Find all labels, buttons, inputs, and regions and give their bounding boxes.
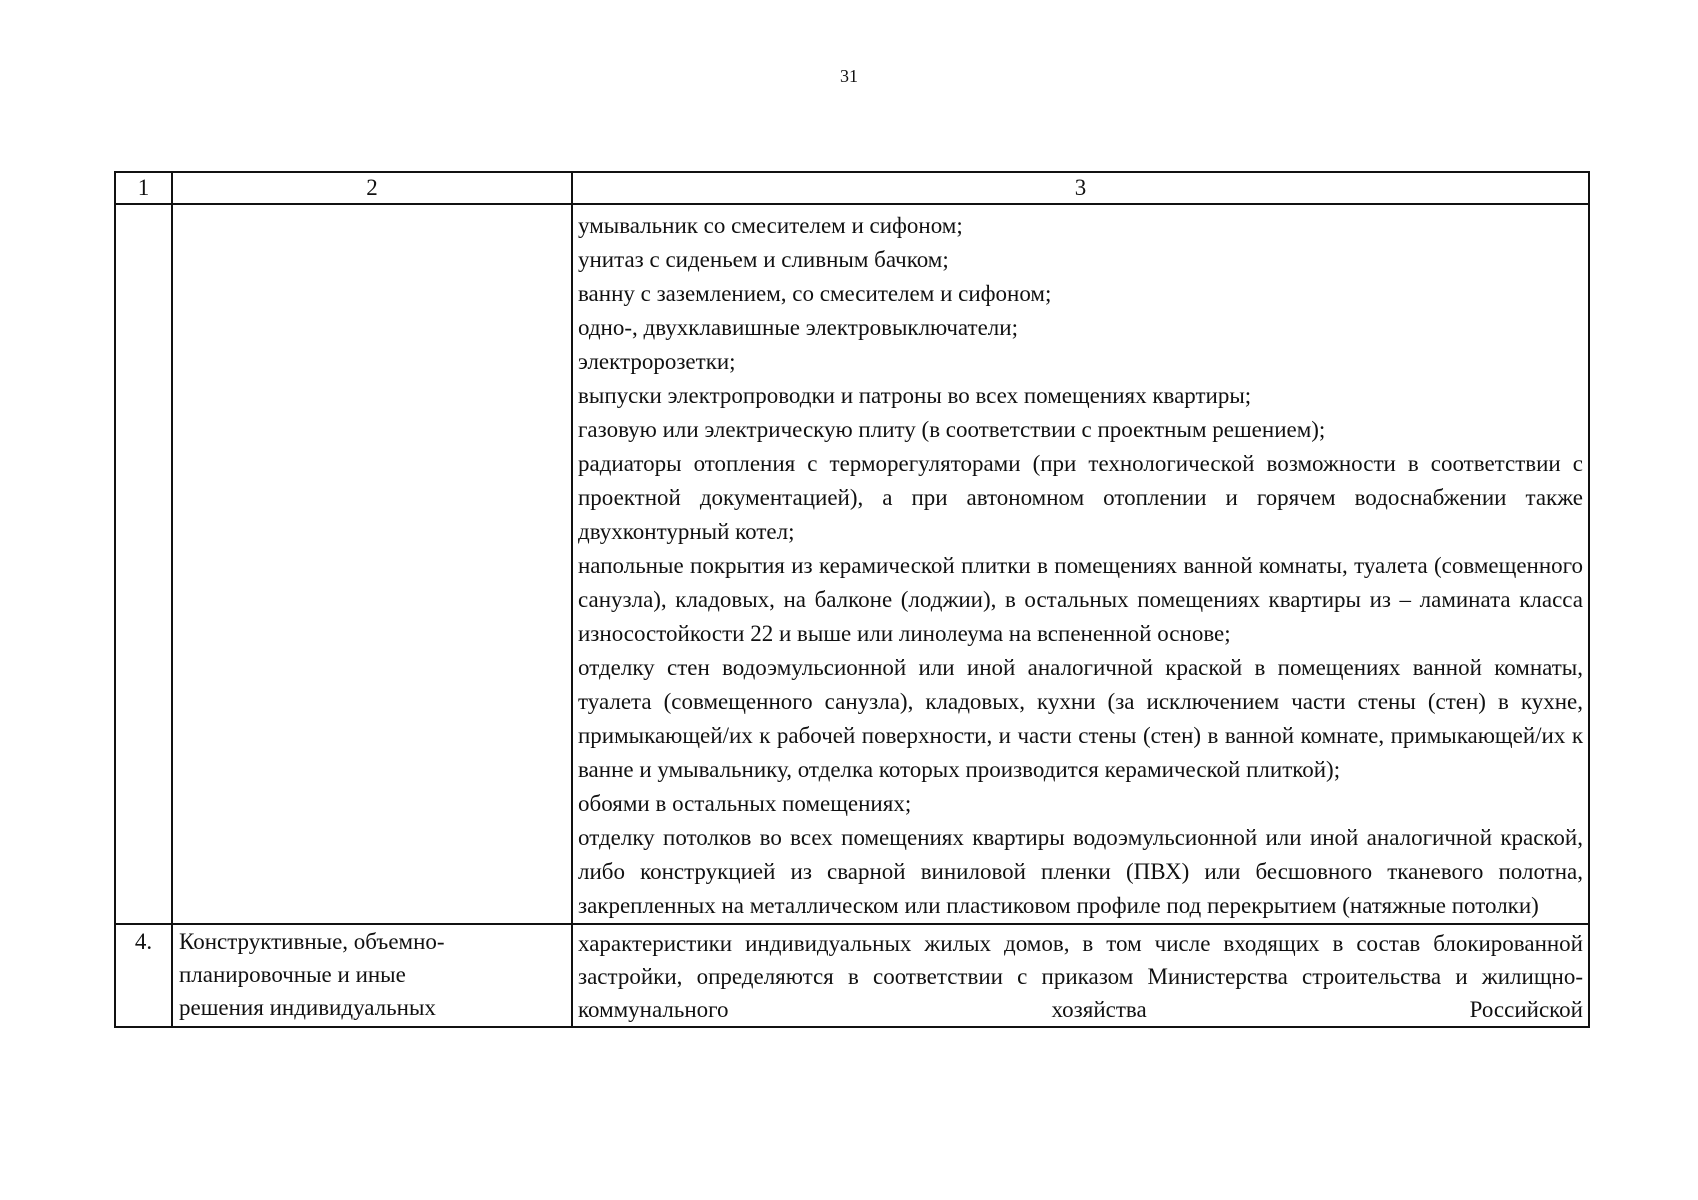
row-content-cell (572, 924, 1589, 1027)
list-item: отделку потолков во всех помещениях квартиры водоэмульсионной или иной аналогичной краской, либо конструкцией из сварной виниловой пленки (ПВХ) или бесшовного тканевого полотна, закрепленных на металлическом или пластиковом профиле под перекрытием (натяжные потолки) (578, 825, 1583, 918)
table-row (115, 204, 1589, 924)
list-item: радиаторы отопления с терморегуляторами (при технологической возможности в соответствии с проектной документацией), а при автономном отоплении и горячем водоснабжении также двухконтурный котел; (578, 451, 1583, 544)
table-header-row (115, 172, 1589, 204)
list-item: одно-, двухклавишные электровыключатели; (578, 315, 1018, 340)
list-item: газовую или электрическую плиту (в соответствии с проектным решением); (578, 417, 1326, 442)
row-name-cell (172, 924, 572, 1027)
header-cell-3: 3 (572, 172, 1589, 204)
list-item: ванну с заземлением, со смесителем и сифоном; (578, 281, 1052, 306)
row-number-cell (115, 204, 172, 924)
row-name-line: решения индивидуальных (179, 995, 436, 1020)
list-item: отделку стен водоэмульсионной или иной аналогичной краской в помещениях ванной комнаты, туалета (совмещенного санузла), кладовых, кухни (за исключением части стены (стен) в кухне, примыкающей/их к рабочей поверхности, и части стены (стен) в ванной комнате, примыкающей/их к ванне и умывальнику, отделка которых производится керамической плиткой); (578, 655, 1583, 782)
list-item: выпуски электропроводки и патроны во всех помещениях квартиры; (578, 383, 1252, 408)
table-row (115, 924, 1589, 1027)
list-item: умывальник со смесителем и сифоном; (578, 213, 963, 238)
list-item: обоями в остальных помещениях; (578, 791, 912, 816)
list-item: напольные покрытия из керамической плитки в помещениях ванной комнаты, туалета (совмещенного санузла), кладовых, на балконе (лоджии), в остальных помещениях квартиры из – ламината класса износостойкости 22 и выше или линолеума на вспененной основе; (578, 553, 1583, 646)
row-number-cell: 4. (115, 924, 172, 1027)
requirements-table (114, 171, 1590, 1028)
row-text: характеристики индивидуальных жилых домов, в том числе входящих в состав блокированной застройки, определяются в соответствии с приказом Министерства строительства и жилищно-коммунального хозяйства Российской (578, 931, 1583, 1022)
header-cell-1: 1 (115, 172, 172, 204)
row-name-line: Конструктивные, объемно- (179, 929, 445, 954)
header-cell-2: 2 (172, 172, 572, 204)
row-content-cell (572, 204, 1589, 924)
list-item: унитаз с сиденьем и сливным бачком; (578, 247, 949, 272)
list-item: электророзетки; (578, 349, 736, 374)
row-name-line: планировочные и иные (179, 962, 406, 987)
page-number: 31 (840, 66, 858, 86)
row-name-cell (172, 204, 572, 924)
